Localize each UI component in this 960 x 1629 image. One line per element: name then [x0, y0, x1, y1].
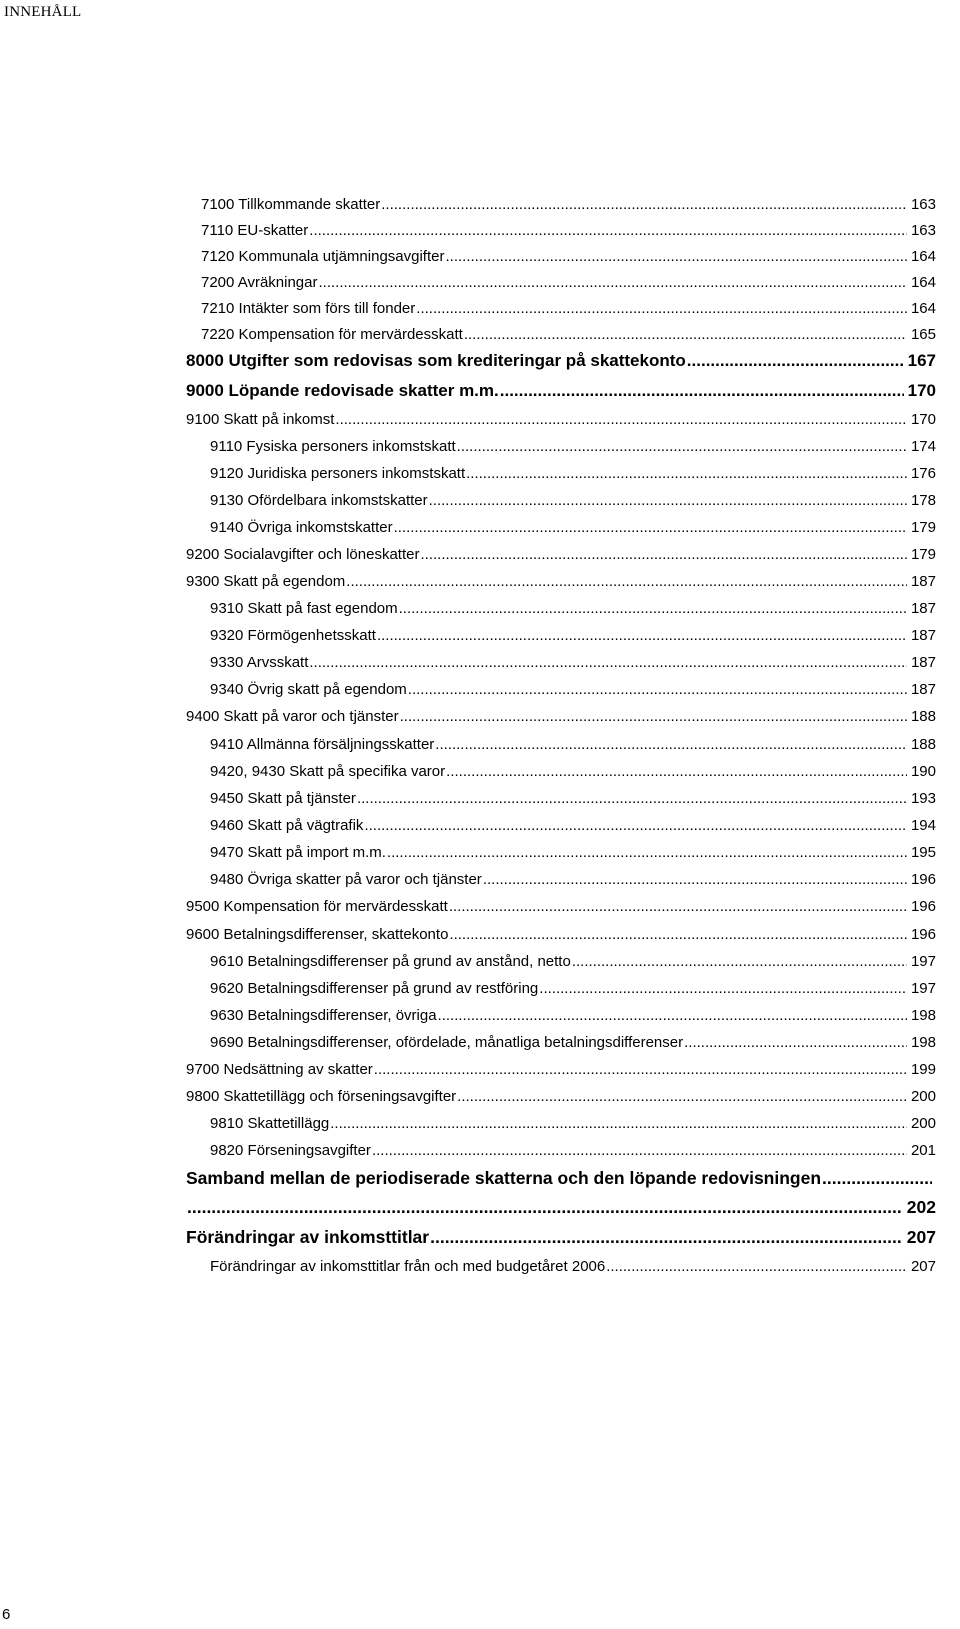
toc-entry[interactable]: [210, 1006, 936, 1026]
dot-leader: [822, 1168, 932, 1188]
toc-entry-page: 200: [910, 1088, 936, 1105]
toc-entry[interactable]: [210, 680, 936, 700]
toc-entry-page: 187: [910, 573, 936, 590]
toc-entry-page: 196: [910, 871, 936, 888]
toc-entry-page: 190: [910, 763, 936, 780]
toc-entry-page: 194: [910, 817, 936, 834]
toc-entry-label: 9450 Skatt på tjänster: [210, 790, 356, 807]
toc-entry[interactable]: [186, 381, 936, 401]
toc-entry-page: 196: [910, 898, 936, 915]
toc-entry[interactable]: [186, 707, 936, 727]
toc-entry-page: 164: [910, 300, 936, 317]
dot-leader: [400, 707, 907, 727]
toc-entry-label: 9330 Arvsskatt: [210, 654, 309, 671]
dot-leader: [346, 572, 907, 592]
toc-entry-label: 7110 EU-skatter: [201, 222, 309, 239]
toc-entry[interactable]: [201, 221, 936, 241]
dot-leader: [429, 491, 907, 511]
toc-entry-label: 9100 Skatt på inkomst: [186, 411, 335, 428]
dot-leader: [445, 247, 906, 267]
section-header: INNEHÅLL: [4, 4, 82, 20]
toc-entry-page: 197: [910, 953, 936, 970]
toc-entry-label: 9500 Kompensation för mervärdesskatt: [186, 898, 448, 915]
toc-entry[interactable]: [201, 325, 936, 345]
toc-entry[interactable]: [210, 870, 936, 890]
toc-entry-label: 9110 Fysiska personers inkomstskatt: [210, 438, 456, 455]
toc-entry-page: 196: [910, 926, 936, 943]
dot-leader: [483, 870, 907, 890]
toc-entry[interactable]: [210, 653, 936, 673]
toc-entry-label: 9700 Nedsättning av skatter: [186, 1061, 373, 1078]
dot-leader: [357, 789, 907, 809]
toc-entry-label: 9000 Löpande redovisade skatter m.m.: [186, 381, 499, 400]
dot-leader: [464, 325, 907, 345]
toc-entry-label: 9600 Betalningsdifferenser, skattekonto: [186, 926, 449, 943]
toc-entry[interactable]: [210, 1257, 936, 1277]
toc-entry[interactable]: [201, 195, 936, 215]
toc-entry-label: 9130 Ofördelbara inkomstskatter: [210, 492, 428, 509]
toc-entry[interactable]: [210, 464, 936, 484]
toc-entry-label: 9310 Skatt på fast egendom: [210, 600, 398, 617]
toc-entry-label: 9620 Betalningsdifferenser på grund av restföring: [210, 980, 539, 997]
toc-entry-page: 201: [910, 1142, 936, 1159]
toc-entry-label: 9400 Skatt på varor och tjänster: [186, 708, 399, 725]
toc-entry-page: 187: [910, 654, 936, 671]
toc-entry-label: Förändringar av inkomsttitlar från och med budgetåret 2006: [210, 1258, 606, 1275]
toc-entry[interactable]: [201, 247, 936, 267]
toc-entry-page: 178: [910, 492, 936, 509]
toc-entry[interactable]: [210, 979, 936, 999]
toc-entry-label: 9200 Socialavgifter och löneskatter: [186, 546, 420, 563]
toc-entry[interactable]: [210, 599, 936, 619]
toc-entry[interactable]: [210, 843, 936, 863]
toc-entry[interactable]: [186, 925, 936, 945]
toc-entry-page: 187: [910, 627, 936, 644]
toc-entry[interactable]: [186, 410, 936, 430]
toc-entry[interactable]: [186, 545, 936, 565]
dot-leader: [449, 897, 907, 917]
dot-leader: [416, 299, 907, 319]
toc-entry-page: 193: [910, 790, 936, 807]
toc-entry[interactable]: [210, 491, 936, 511]
toc-entry-page: 202: [906, 1197, 936, 1217]
dot-leader: [687, 351, 904, 371]
toc-entry-label: 9300 Skatt på egendom: [186, 573, 346, 590]
toc-entry-page: 187: [910, 681, 936, 698]
toc-entry-label: 9420, 9430 Skatt på specifika varor: [210, 763, 446, 780]
toc-entry[interactable]: [210, 437, 936, 457]
toc-entry-label: 9460 Skatt på vägtrafik: [210, 817, 364, 834]
toc-entry-page: 170: [910, 411, 936, 428]
toc-entry-page: 200: [910, 1115, 936, 1132]
toc-entry[interactable]: [210, 816, 936, 836]
dot-leader: [399, 599, 907, 619]
dot-leader: [394, 518, 907, 538]
toc-entry-page: 164: [910, 248, 936, 265]
toc-entry-page: 163: [910, 196, 936, 213]
toc-entry-label: Samband mellan de periodiserade skatterna och den löpande redovisningen: [186, 1168, 822, 1188]
toc-entry-page: 195: [910, 844, 936, 861]
toc-entry-page: 170: [907, 381, 936, 400]
toc-entry[interactable]: [210, 626, 936, 646]
toc-entry-page: 199: [910, 1061, 936, 1078]
dot-leader: [309, 653, 907, 673]
toc-entry-page: 188: [910, 736, 936, 753]
toc-entry[interactable]: [210, 735, 936, 755]
dot-leader: [408, 680, 907, 700]
dot-leader: [457, 1087, 907, 1107]
toc-entry-label: 9470 Skatt på import m.m.: [210, 844, 386, 861]
toc-entry[interactable]: [186, 897, 936, 917]
toc-entry-label: 7210 Intäkter som förs till fonder: [201, 300, 416, 317]
dot-leader: [438, 1006, 907, 1026]
toc-entry-page: 179: [910, 546, 936, 563]
toc-entry[interactable]: [186, 351, 936, 371]
toc-entry-page: 176: [910, 465, 936, 482]
toc-entry-label: 9810 Skattetillägg: [210, 1115, 330, 1132]
toc-entry-page: 207: [906, 1227, 936, 1247]
toc-entry-page: 167: [907, 351, 936, 370]
toc-entry-label: 9120 Juridiska personers inkomstskatt: [210, 465, 466, 482]
dot-leader: [539, 979, 907, 999]
toc-entry-label: 9410 Allmänna försäljningsskatter: [210, 736, 435, 753]
toc-entry-page: 165: [910, 326, 936, 343]
toc-entry-label: 9480 Övriga skatter på varor och tjänster: [210, 871, 482, 888]
dot-leader: [187, 1197, 903, 1217]
toc-entry-page: 207: [910, 1258, 936, 1275]
toc-entry[interactable]: [210, 518, 936, 538]
toc-entry[interactable]: [201, 299, 936, 319]
toc-entry-label: 9630 Betalningsdifferenser, övriga: [210, 1007, 437, 1024]
dot-leader: [387, 843, 907, 863]
dot-leader: [430, 1227, 903, 1247]
toc-entry-label: 9610 Betalningsdifferenser på grund av anstånd, netto: [210, 953, 571, 970]
toc-entry-page: 198: [910, 1034, 936, 1051]
toc-entry-page: 187: [910, 600, 936, 617]
toc-entry[interactable]: [186, 1087, 936, 1107]
toc-entry[interactable]: [210, 952, 936, 972]
dot-leader: [374, 1060, 907, 1080]
toc-entry-page: 174: [910, 438, 936, 455]
dot-leader: [364, 816, 907, 836]
toc-entry[interactable]: [210, 789, 936, 809]
dot-leader: [684, 1033, 907, 1053]
dot-leader: [372, 1141, 907, 1161]
dot-leader: [309, 221, 907, 241]
dot-leader: [435, 735, 907, 755]
toc-entry-label: 9820 Förseningsavgifter: [210, 1142, 371, 1159]
toc-entry-page: 188: [910, 708, 936, 725]
dot-leader: [500, 381, 904, 401]
dot-leader: [381, 195, 907, 215]
toc-entry-label: 7120 Kommunala utjämningsavgifter: [201, 248, 445, 265]
toc-entry-label: 7100 Tillkommande skatter: [201, 196, 381, 213]
toc-entry-label: 9800 Skattetillägg och förseningsavgifter: [186, 1088, 457, 1105]
dot-leader: [449, 925, 907, 945]
toc-entry[interactable]: [210, 1033, 936, 1053]
toc-entry-label: 9340 Övrig skatt på egendom: [210, 681, 407, 698]
toc-entry-label: 9140 Övriga inkomstskatter: [210, 519, 393, 536]
toc-entry-label: 8000 Utgifter som redovisas som krediteringar på skattekonto: [186, 351, 686, 370]
toc-entry-page: 164: [910, 274, 936, 291]
toc-entry[interactable]: [210, 1114, 936, 1134]
toc-entry-label: 9690 Betalningsdifferenser, ofördelade, månatliga betalningsdifferenser: [210, 1034, 684, 1051]
toc-entry[interactable]: [186, 1060, 936, 1080]
toc-entry[interactable]: [186, 572, 936, 592]
page-number: 6: [2, 1606, 11, 1623]
dot-leader: [318, 273, 906, 293]
dot-leader: [466, 464, 907, 484]
toc-entry-page: 179: [910, 519, 936, 536]
toc-entry[interactable]: [186, 1197, 936, 1217]
toc-entry-label: 7220 Kompensation för mervärdesskatt: [201, 326, 463, 343]
dot-leader: [377, 626, 907, 646]
dot-leader: [572, 952, 907, 972]
toc-entry[interactable]: [210, 762, 936, 782]
dot-leader: [457, 437, 907, 457]
dot-leader: [420, 545, 906, 565]
toc-entry-page: 198: [910, 1007, 936, 1024]
toc-entry-page: 163: [910, 222, 936, 239]
toc-entry[interactable]: [186, 1168, 936, 1188]
toc-entry[interactable]: [186, 1227, 936, 1247]
toc-entry-label: Förändringar av inkomsttitlar: [186, 1227, 430, 1247]
toc-entry[interactable]: [210, 1141, 936, 1161]
dot-leader: [330, 1114, 907, 1134]
dot-leader: [446, 762, 907, 782]
toc-entry-label: 7200 Avräkningar: [201, 274, 318, 291]
toc-entry[interactable]: [201, 273, 936, 293]
toc-entry-page: 197: [910, 980, 936, 997]
dot-leader: [606, 1257, 907, 1277]
toc-entry-label: 9320 Förmögenhetsskatt: [210, 627, 376, 644]
dot-leader: [335, 410, 907, 430]
